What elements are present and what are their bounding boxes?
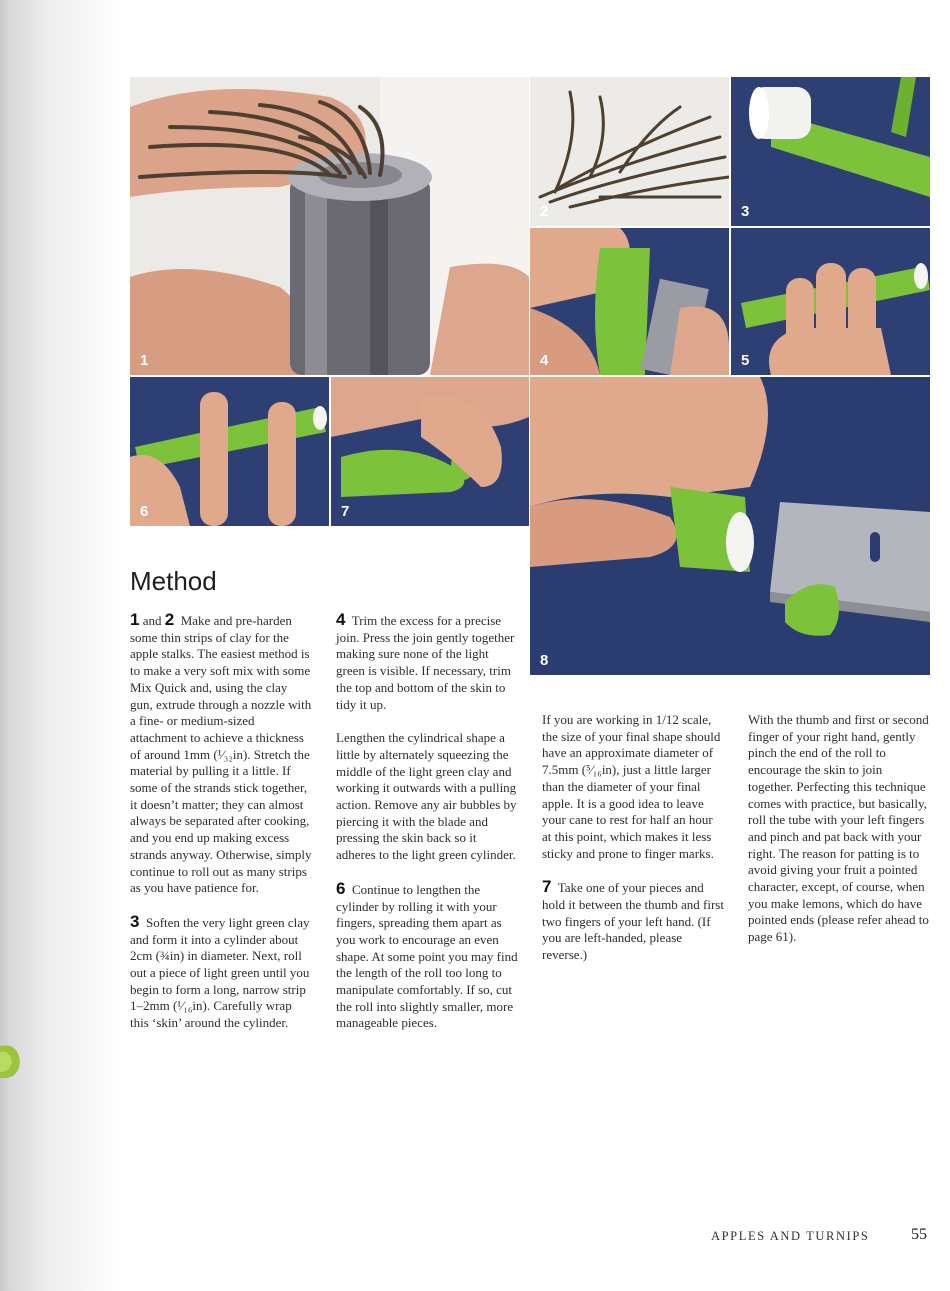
step-text: Lengthen the cylindrical shape a little by alternately squeezing the middle of the light green clay and working it outwards with a pulling action. Remove any air bubbles by piercing it with the blade and pressing the skin back so it adheres to the light green cylinder.: [336, 730, 517, 863]
photo-number: 3: [741, 203, 750, 220]
photo-5-roll-cylinder: [731, 228, 930, 375]
body-paragraph: [336, 730, 518, 864]
step-number: 1: [130, 610, 140, 629]
photo-2-clay-strands: [530, 77, 729, 226]
photo-number: 5: [741, 352, 750, 369]
step-paragraph: [336, 878, 518, 1032]
step-number: 6: [336, 878, 346, 898]
step-text: If you are working in 1/12 scale, the size of your final shape should have an approximate diameter of 7.5mm (⁵⁄₁₆in), just a little larger than the diameter of your final apple. It is a good idea to leave your cane to rest for half an hour at this point, which makes it less sticky and prone to finger marks.: [542, 712, 721, 861]
photo-1-clay-gun: [130, 77, 529, 375]
text-column-1: [130, 612, 312, 1049]
page-number: 55: [911, 1226, 927, 1243]
photo-6-lengthen-roll: [130, 377, 329, 526]
step-joiner: and: [142, 613, 162, 628]
book-gutter-shadow: [0, 0, 120, 1291]
text-column-2: [336, 612, 518, 1049]
step-paragraph: [130, 612, 312, 897]
step-text: Continue to lengthen the cylinder by rolling it with your fingers, spreading them apart as you work to encourage an even shape. At some point you may find the length of the roll too long to manipulate comfortably. If so, cut the roll into slightly smaller, more manageable pieces.: [336, 881, 518, 1031]
apple-icon: [0, 1042, 22, 1082]
photo-number: 1: [140, 352, 149, 369]
body-paragraph: [542, 712, 724, 862]
step-text: Make and pre-harden some thin strips of clay for the apple stalks. The easiest method is to make a very soft mix with some Mix Quick and, using the clay gun, extrude through a nozzle with a fine- or medium-sized attachment to achieve a thickness of around 1mm (¹⁄₃₂in). Stretch the material by pulling it a little. If some of the strands stick together, it doesn’t matter; they can almost always be separated after cooking, and you end up making excess strands anyway. Otherwise, simply continue to roll out as many strips as you have patience for.: [130, 613, 312, 896]
step-paragraph: [336, 612, 518, 713]
photo-number: 8: [540, 652, 549, 669]
step-text: With the thumb and first or second finger of your right hand, gently pinch the end of the roll to encourage the skin to join together. Perfecting this technique comes with practice, but basically, roll the tube with your left fingers and pinch and pat back with your right. The reason for patting is to avoid giving your fruit a pointed character, except, of course, when you make lemons, which do have pointed ends (please refer ahead to page 61).: [748, 712, 929, 945]
text-column-3: [542, 712, 724, 981]
photo-number: 4: [540, 352, 549, 369]
photo-number: 6: [140, 503, 149, 520]
photo-3-rolled-strip: [731, 77, 930, 226]
step-text: Take one of your pieces and hold it between the thumb and first two fingers of your left hand. (If you are left-handed, please reverse.): [542, 880, 724, 963]
step-text: Soften the very light green clay and form it into a cylinder about 2cm (¾in) in diameter. Next, roll out a piece of light green until you begin to form a long, narrow strip 1–2mm (¹⁄₁₆in). Carefully wrap this ‘skin’ around the cylinder.: [130, 914, 310, 1031]
step-paragraph: [130, 911, 312, 1032]
step-number: 3: [130, 911, 140, 931]
running-footer-section: APPLES AND TURNIPS: [711, 1229, 870, 1243]
photo-number: 2: [540, 203, 549, 220]
photo-7-hold-piece: [331, 377, 529, 526]
step-number: 2: [164, 610, 175, 629]
step-text: Trim the excess for a precise join. Press the join gently together making sure none of the light green is visible. If necessary, trim the top and bottom of the skin to tidy it up.: [336, 613, 515, 712]
photo-8-cut-piece: [530, 377, 930, 675]
photo-number: 7: [341, 503, 350, 520]
text-column-4: [748, 712, 930, 963]
step-number: 7: [542, 877, 552, 897]
step-paragraph: [542, 879, 724, 964]
method-heading: Method: [130, 566, 217, 596]
body-paragraph: [748, 712, 930, 946]
step-number: 4: [336, 610, 346, 629]
photo-4-trim-join: [530, 228, 729, 375]
